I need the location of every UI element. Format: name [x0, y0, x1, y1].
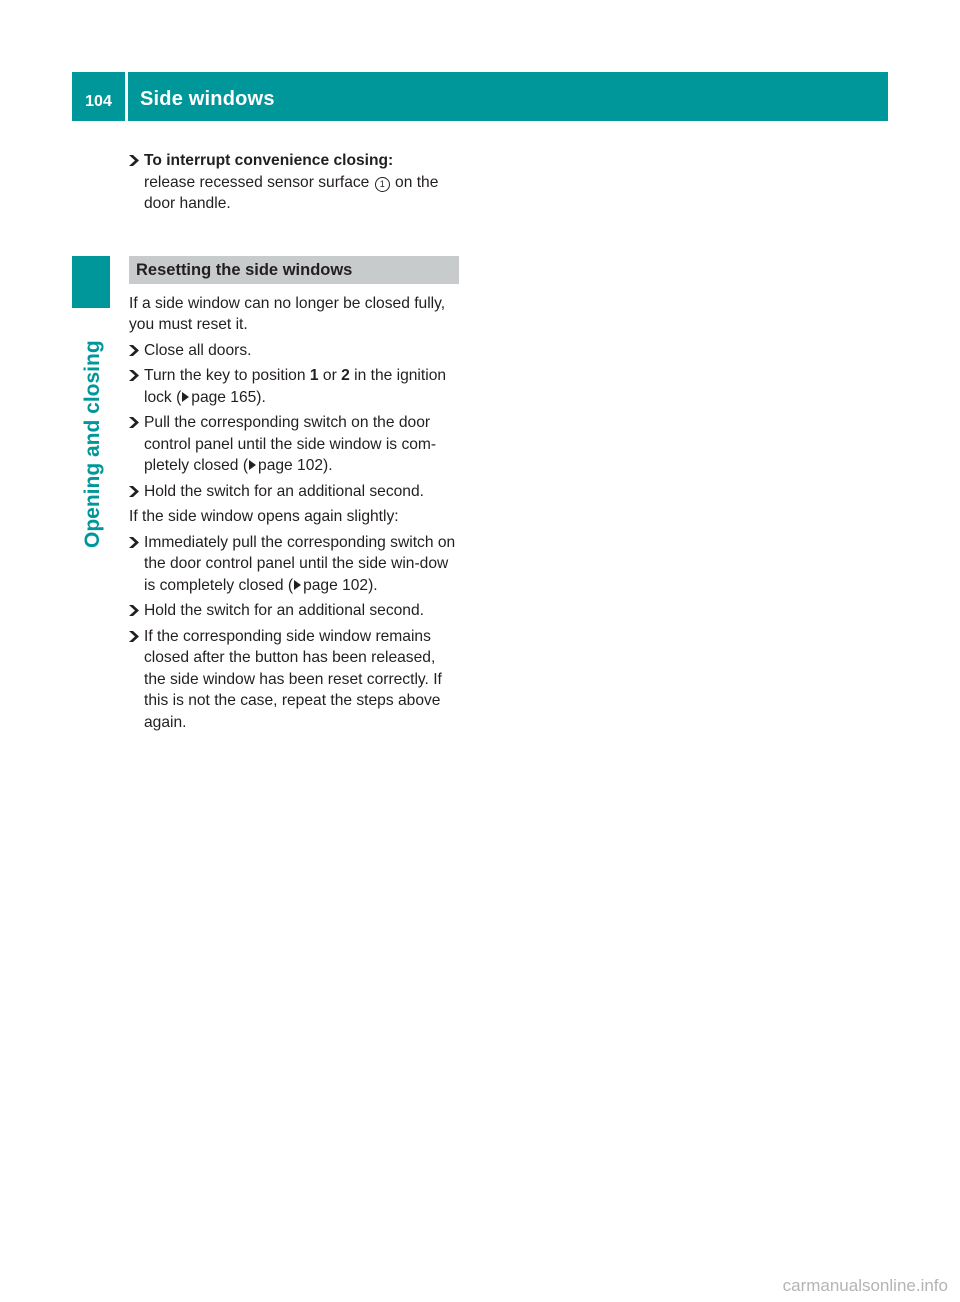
- chapter-tab-marker: [72, 256, 110, 308]
- step-text: Turn the key to position: [144, 367, 306, 384]
- step-text: in the ignition lock (: [144, 367, 447, 406]
- step-arrow-icon: [129, 486, 139, 497]
- step-arrow-icon: [129, 370, 139, 381]
- instruction-step: [129, 532, 459, 597]
- step-arrow-icon: [129, 345, 139, 356]
- page-ref-triangle-icon: [182, 392, 189, 402]
- step-arrow-icon: [129, 605, 139, 616]
- interrupt-heading: To interrupt convenience closing:: [144, 152, 394, 169]
- interrupt-text-before: release recessed sensor surface: [144, 173, 370, 191]
- page-ref-triangle-icon: [249, 460, 256, 470]
- content-column: [129, 150, 459, 737]
- page-number: 104: [85, 93, 112, 110]
- step-text: Hold the switch for an additional second.: [144, 602, 424, 619]
- step-arrow-icon: [129, 537, 139, 548]
- instruction-step: [129, 150, 459, 215]
- page-ref-triangle-icon: [294, 580, 301, 590]
- instruction-step: [129, 481, 459, 503]
- page-reference-link[interactable]: page 102).: [303, 576, 378, 594]
- chapter-label: Opening and closing: [81, 340, 104, 548]
- instruction-step: [129, 626, 459, 734]
- instruction-step: [129, 365, 459, 408]
- watermark: carmanualsonline.info: [782, 1276, 948, 1295]
- interrupt-text-after: on the door handle.: [144, 173, 439, 212]
- header-divider: [125, 72, 128, 121]
- step-text: Immediately pull the corresponding switch on the door control panel until the side win-dow is completely closed (: [144, 533, 456, 594]
- page-title: Side windows: [140, 88, 275, 110]
- step-text: Pull the corresponding switch on the door control panel until the side window is com-pletely closed (: [144, 414, 437, 474]
- callout-number-icon: 1: [375, 177, 390, 192]
- step-arrow-icon: [129, 417, 139, 428]
- instruction-step: [129, 600, 459, 622]
- step-arrow-icon: [129, 155, 139, 166]
- step-text-or: or: [322, 367, 337, 384]
- key-position-1: 1: [309, 367, 319, 384]
- page-reference-link[interactable]: page 165).: [191, 388, 266, 406]
- step-arrow-icon: [129, 631, 139, 642]
- step-text: Hold the switch for an additional second.: [144, 482, 424, 500]
- instruction-step: [129, 340, 459, 362]
- step-text: Close all doors.: [144, 341, 252, 359]
- section-heading: Resetting the side windows: [129, 256, 459, 284]
- page-reference-link[interactable]: page 102).: [258, 457, 333, 474]
- condition-paragraph: If the side window opens again slightly:: [129, 508, 399, 525]
- intro-paragraph: If a side window can no longer be closed fully, you must reset it.: [129, 294, 446, 333]
- key-position-2: 2: [341, 367, 350, 384]
- instruction-step: [129, 412, 459, 477]
- step-text: If the corresponding side window remains closed after the button has been released, the side window has been reset correctly. If this is not the case, repeat the steps above again.: [144, 627, 442, 731]
